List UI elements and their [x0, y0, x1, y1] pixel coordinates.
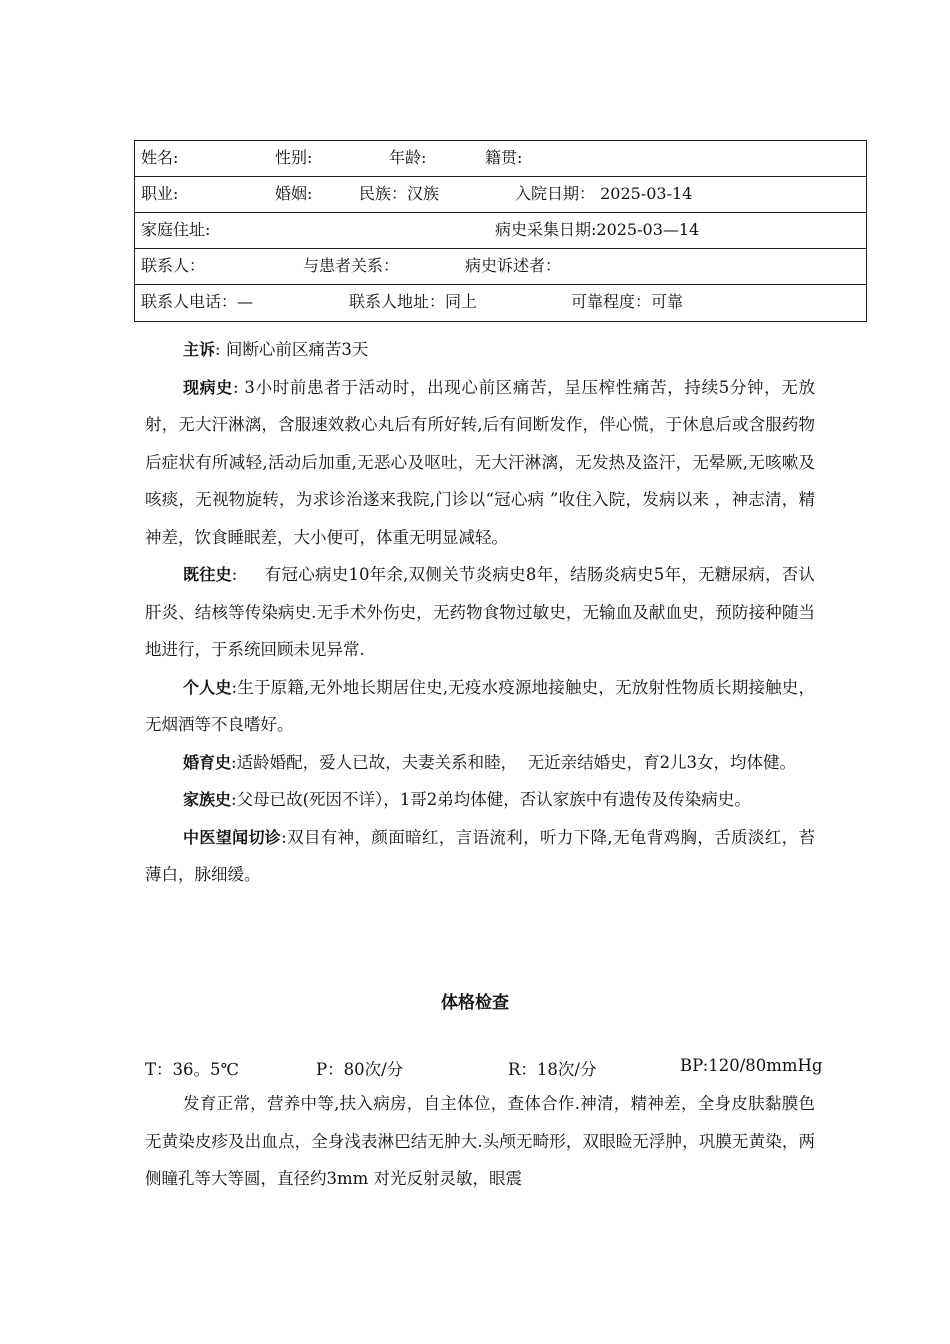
- ethnicity-field: 民族：汉族: [359, 184, 440, 203]
- contact-person-field: 联系人：: [141, 256, 206, 275]
- contact-phone-field: 联系人电话：—: [141, 292, 254, 311]
- admission-date-field: 入院日期： 2025-03-14: [515, 184, 693, 203]
- personal-history: 个人史:生于原籍,无外地长期居住史,无疫水疫源地接触史，无放射性物质长期接触史，无烟酒等不良嗜好。: [145, 677, 815, 734]
- medical-history-section: [145, 331, 815, 894]
- vital-temperature: T：36。5℃: [145, 1060, 239, 1079]
- info-row-3: [135, 213, 866, 249]
- occupation-field: 职业:: [141, 184, 179, 203]
- native-place-field: 籍贯:: [485, 148, 523, 167]
- info-row-2: [135, 177, 866, 213]
- sex-field: 性别:: [275, 148, 313, 167]
- past-history: 既往史: 有冠心病史10年余,双侧关节炎病史8年，结肠炎病史5年，无糖尿病，否认肝炎、结核等传染病史.无手术外伤史，无药物食物过敏史，无输血及献血史，预防接种随当地进行，于系统回顾未见异常.: [145, 565, 815, 659]
- vital-pulse: P：80次/分: [316, 1060, 404, 1079]
- home-address-field: 家庭住址:: [141, 220, 211, 239]
- name-field: 姓名:: [141, 148, 179, 167]
- physical-exam-text: 发育正常，营养中等,扶入病房，自主体位，查体合作.神清，精神差，全身皮肤黏膜色无黄染皮疹及出血点，全身浅表淋巴结无肿大.头颅无畸形，双眼睑无浮肿，巩膜无黄染，两侧瞳孔等大等圆，直径约3mm 对光反射灵敏，眼震: [145, 1094, 815, 1188]
- present-illness: 现病史: 3小时前患者于活动时，出现心前区痛苦，呈压榨性痛苦，持续5分钟，无放射，无大汗淋漓，含服速效救心丸后有所好转,后有间断发作，伴心慌，于休息后或含服药物后症状有所减轻,活动后加重,无恶心及呕吐，无大汗淋漓，无发热及盗汗，无晕厥,无咳嗽及咳痰，无视物旋转，为求诊治遂来我院,门诊以“冠心病 ”收住入院，发病以来 ，神志清，精神差，饮食睡眠差，大小便可，体重无明显减轻。: [145, 377, 815, 547]
- info-row-4: [135, 249, 866, 285]
- patient-info-table: [134, 140, 867, 322]
- marital-history: 婚育史:适龄婚配，爱人已故，夫妻关系和睦， 无近亲结婚史，育2儿3女，均体健。: [183, 752, 797, 772]
- age-field: 年龄:: [389, 148, 427, 167]
- family-history: 家族史:父母已故(死因不详），1哥2弟均体健，否认家族中有遗传及传染病史。: [183, 790, 751, 809]
- vital-respiration: R：18次/分: [508, 1060, 597, 1079]
- reliability-field: 可靠程度：可靠: [571, 292, 684, 311]
- physical-exam-section: [145, 1085, 815, 1198]
- tcm-exam: 中医望闻切诊:双目有神，颜面暗红，言语流利，听力下降,无龟背鸡胸，舌质淡红，苔薄白，脉细缓。: [145, 827, 815, 884]
- marriage-field: 婚姻:: [275, 184, 313, 203]
- narrator-field: 病史诉述者：: [465, 256, 562, 275]
- history-collection-date-field: 病史采集日期:2025-03—14: [495, 220, 700, 239]
- vital-blood-pressure: BP:120/80mmHg: [680, 1056, 823, 1075]
- contact-address-field: 联系人地址：同上: [349, 292, 478, 311]
- info-row-1: [135, 141, 866, 177]
- relation-field: 与患者关系：: [303, 256, 400, 275]
- physical-exam-heading: 体格检查: [441, 993, 509, 1013]
- chief-complaint: 主诉: 间断心前区痛苦3天: [183, 340, 369, 359]
- info-row-5: [135, 285, 866, 321]
